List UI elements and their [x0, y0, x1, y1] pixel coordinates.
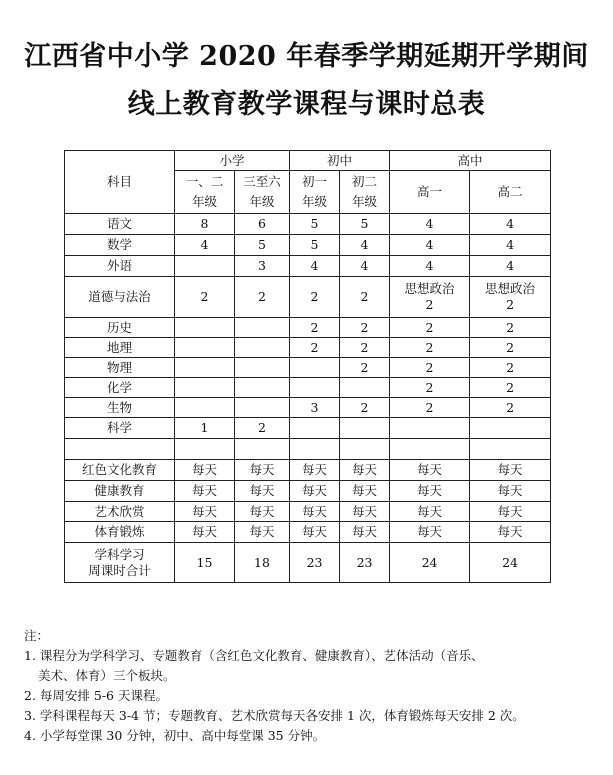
subject-cell: 道德与法治: [65, 277, 175, 318]
value-cell: [235, 358, 290, 378]
table-row: [65, 418, 551, 439]
value-cell: 每天: [175, 522, 235, 543]
value-cell: [340, 439, 390, 460]
value-cell: 24: [390, 543, 470, 583]
value-cell: 5: [290, 235, 340, 256]
value-cell: [235, 398, 290, 418]
grade-header: [390, 171, 470, 214]
value-cell: 每天: [470, 502, 551, 522]
subject-cell: [65, 543, 175, 583]
value-cell: 4: [340, 256, 390, 277]
document-title-line-1: 江西省中小学 2020 年春季学期延期开学期间: [24, 41, 589, 72]
value-cell: 每天: [290, 460, 340, 481]
value-cell: 4: [470, 256, 551, 277]
stage-header: 初中: [290, 151, 390, 171]
value-cell: 2: [470, 338, 551, 358]
cell-line: 学科学习: [94, 546, 145, 562]
value-cell: 2: [175, 277, 235, 318]
value-cell: [340, 418, 390, 439]
value-cell: 每天: [470, 460, 551, 481]
value-cell: 15: [175, 543, 235, 583]
value-cell: 每天: [470, 522, 551, 543]
value-cell: [390, 439, 470, 460]
value-cell: [390, 277, 470, 318]
value-cell: [470, 418, 551, 439]
value-cell: 23: [340, 543, 390, 583]
subject-cell: [65, 439, 175, 460]
note-item-2: 2. 每周安排 5-6 天课程。: [24, 688, 168, 703]
value-cell: 每天: [390, 481, 470, 502]
value-cell: 6: [235, 214, 290, 235]
value-cell: 每天: [235, 522, 290, 543]
subject-cell: 化学: [65, 378, 175, 398]
value-cell: [175, 378, 235, 398]
cell-line: 年级: [352, 194, 378, 209]
value-cell: 2: [340, 398, 390, 418]
subject-cell: 物理: [65, 358, 175, 378]
table-row: [65, 235, 551, 256]
table-row: [65, 502, 551, 522]
value-cell: [235, 378, 290, 398]
value-cell: 4: [470, 235, 551, 256]
value-cell: [235, 439, 290, 460]
value-cell: 5: [235, 235, 290, 256]
subject-cell: 语文: [65, 214, 175, 235]
value-cell: 2: [470, 378, 551, 398]
note-item-1-line-2: 美术、体育）三个板块。: [38, 668, 176, 683]
value-cell: [175, 256, 235, 277]
value-cell: 4: [390, 214, 470, 235]
value-cell: 1: [175, 418, 235, 439]
cell-line: 2: [425, 297, 434, 312]
value-cell: 2: [390, 378, 470, 398]
value-cell: 2: [470, 398, 551, 418]
note-item-4: 4. 小学每堂课 30 分钟，初中、高中每堂课 35 分钟。: [24, 728, 326, 743]
table-row: [65, 481, 551, 502]
value-cell: 每天: [290, 481, 340, 502]
value-cell: 2: [390, 358, 470, 378]
table-row: [65, 256, 551, 277]
table-row: [65, 378, 551, 398]
stage-header: 高中: [390, 151, 551, 171]
value-cell: 4: [290, 256, 340, 277]
subject-cell: 体育锻炼: [65, 522, 175, 543]
value-cell: 2: [390, 318, 470, 338]
value-cell: [470, 277, 551, 318]
stage-header: 小学: [175, 151, 290, 171]
notes-section: [24, 626, 609, 746]
cell-line: 2: [506, 297, 515, 312]
cell-line: 年级: [191, 194, 217, 209]
subject-cell: 科学: [65, 418, 175, 439]
grade-header: [340, 171, 390, 214]
value-cell: 每天: [390, 522, 470, 543]
value-cell: [175, 358, 235, 378]
cell-line: 周课时合计: [88, 562, 151, 578]
subject-header: 科目: [65, 151, 175, 214]
value-cell: 每天: [390, 460, 470, 481]
cell-line: 高一: [417, 184, 443, 199]
value-cell: 2: [290, 277, 340, 318]
subject-cell: 健康教育: [65, 481, 175, 502]
value-cell: 每天: [340, 522, 390, 543]
cell-line: 高二: [497, 184, 523, 199]
cell-line: 年级: [249, 194, 275, 209]
table-row: [65, 318, 551, 338]
note-item-3: 3. 学科课程每天 3-4 节；专题教育、艺术欣赏每天各安排 1 次，体育锻炼每天安排 2 次。: [24, 708, 525, 723]
value-cell: 2: [340, 318, 390, 338]
value-cell: 5: [290, 214, 340, 235]
value-cell: 4: [470, 214, 551, 235]
value-cell: 4: [390, 256, 470, 277]
grade-header: [290, 171, 340, 214]
table-row: [65, 543, 551, 583]
value-cell: [290, 418, 340, 439]
table-row: [65, 522, 551, 543]
curriculum-table: [64, 150, 551, 583]
value-cell: 每天: [235, 502, 290, 522]
value-cell: [290, 358, 340, 378]
value-cell: 每天: [175, 460, 235, 481]
grade-header: [235, 171, 290, 214]
value-cell: 每天: [390, 502, 470, 522]
table-row: [65, 277, 551, 318]
notes-heading: 注：: [24, 628, 50, 643]
cell-line: 一、二: [185, 174, 224, 189]
value-cell: [235, 318, 290, 338]
value-cell: 每天: [235, 481, 290, 502]
table-row: [65, 460, 551, 481]
value-cell: 2: [235, 277, 290, 318]
value-cell: [235, 338, 290, 358]
cell-line: 年级: [302, 194, 328, 209]
subject-cell: 数学: [65, 235, 175, 256]
note-item-1-line-1: 1. 课程分为学科学习、专题教育（含红色文化教育、健康教育）、艺体活动（音乐、: [24, 648, 484, 663]
value-cell: [290, 439, 340, 460]
value-cell: [175, 338, 235, 358]
value-cell: 每天: [290, 502, 340, 522]
cell-line: 思想政治: [404, 281, 455, 296]
value-cell: 24: [470, 543, 551, 583]
value-cell: 每天: [470, 481, 551, 502]
subject-cell: 艺术欣赏: [65, 502, 175, 522]
value-cell: 2: [340, 277, 390, 318]
value-cell: 2: [290, 338, 340, 358]
value-cell: [340, 378, 390, 398]
value-cell: [175, 398, 235, 418]
value-cell: [175, 439, 235, 460]
value-cell: 18: [235, 543, 290, 583]
value-cell: 每天: [290, 522, 340, 543]
header-row-stages: [65, 151, 551, 171]
value-cell: 每天: [340, 502, 390, 522]
value-cell: 每天: [175, 481, 235, 502]
table-row: [65, 338, 551, 358]
subject-cell: 地理: [65, 338, 175, 358]
value-cell: 2: [235, 418, 290, 439]
cell-line: 三至六: [243, 174, 281, 189]
value-cell: [175, 318, 235, 338]
cell-line: 思想政治: [485, 281, 536, 296]
grade-header: [470, 171, 551, 214]
grade-header: [175, 171, 235, 214]
value-cell: 5: [340, 214, 390, 235]
value-cell: 4: [175, 235, 235, 256]
value-cell: [390, 418, 470, 439]
cell-line: 初二: [352, 174, 378, 189]
value-cell: 3: [290, 398, 340, 418]
value-cell: 8: [175, 214, 235, 235]
table-row: [65, 358, 551, 378]
value-cell: [290, 378, 340, 398]
value-cell: 每天: [175, 502, 235, 522]
subject-cell: 红色文化教育: [65, 460, 175, 481]
subject-cell: 历史: [65, 318, 175, 338]
table-row: [65, 439, 551, 460]
value-cell: 3: [235, 256, 290, 277]
cell-line: 初一: [302, 174, 328, 189]
table-row: [65, 398, 551, 418]
value-cell: 每天: [340, 460, 390, 481]
value-cell: 2: [340, 338, 390, 358]
value-cell: 2: [290, 318, 340, 338]
subject-cell: 外语: [65, 256, 175, 277]
value-cell: 2: [470, 318, 551, 338]
value-cell: 2: [340, 358, 390, 378]
value-cell: [470, 439, 551, 460]
value-cell: 23: [290, 543, 340, 583]
value-cell: 4: [390, 235, 470, 256]
value-cell: 4: [340, 235, 390, 256]
subject-cell: 生物: [65, 398, 175, 418]
value-cell: 2: [390, 398, 470, 418]
value-cell: 2: [390, 338, 470, 358]
document-title-line-2: 线上教育教学课程与课时总表: [127, 89, 486, 120]
value-cell: 每天: [340, 481, 390, 502]
value-cell: 每天: [235, 460, 290, 481]
table-row: [65, 214, 551, 235]
value-cell: 2: [470, 358, 551, 378]
